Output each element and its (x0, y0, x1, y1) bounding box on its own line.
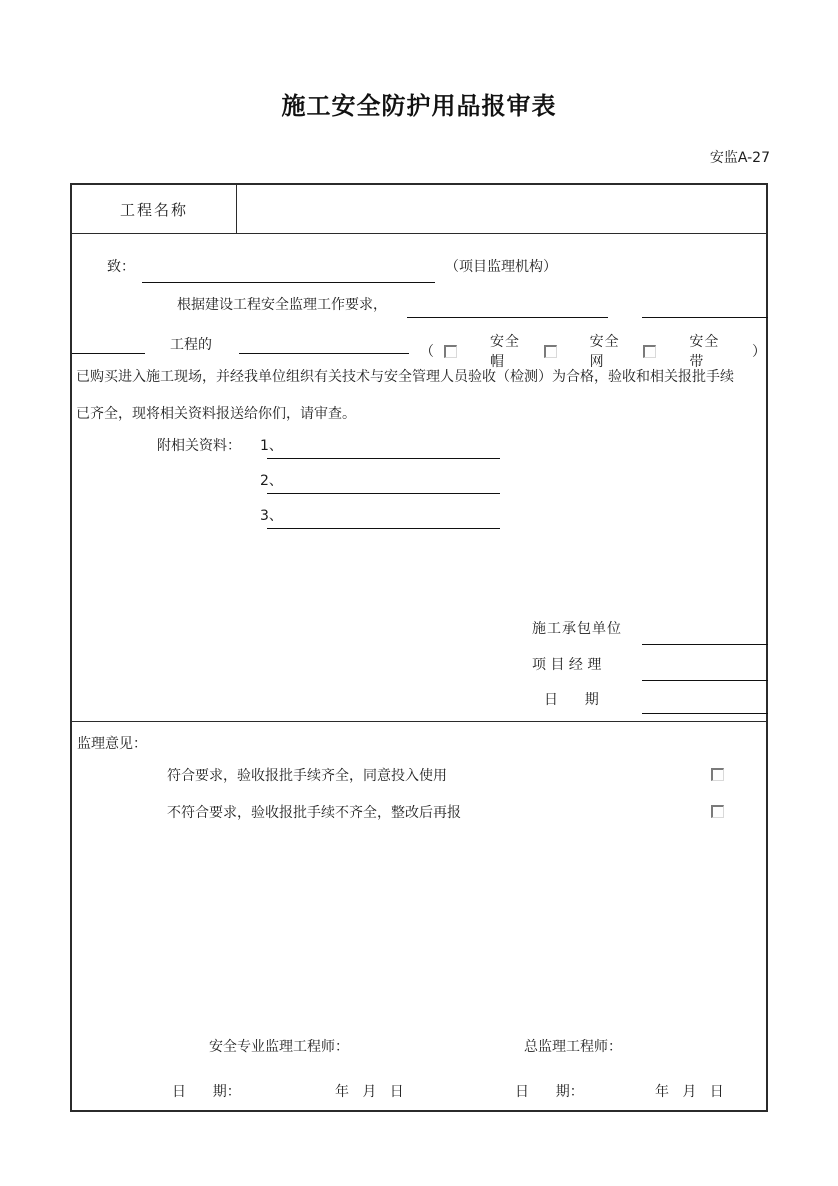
project-manager-sign-line (642, 680, 768, 681)
project-name-label: 工程名称 (72, 185, 237, 233)
contractor-date-label: 日 期 (544, 692, 599, 708)
form-table (70, 183, 768, 1112)
date-label-left: 日 期： (172, 1084, 241, 1100)
attachment-2-no: 2、 (260, 473, 283, 489)
intro-text: 根据建设工程安全监理工作要求， (177, 297, 387, 313)
safety-belt-checkbox[interactable] (643, 345, 656, 358)
to-suffix-label: （项目监理机构） (445, 259, 557, 275)
application-section (72, 234, 766, 721)
supervision-option-2-checkbox[interactable] (711, 805, 724, 818)
supervision-option-1-text: 符合要求，验收报批手续齐全，同意投入使用 (167, 768, 447, 784)
supervision-heading: 监理意见： (77, 736, 147, 752)
attachment-1-line (267, 458, 500, 459)
attachments-label: 附相关资料： (157, 438, 241, 454)
attachment-2-line (267, 493, 500, 494)
supervision-option-2-text: 不符合要求，验收报批手续不齐全，整改后再报 (167, 805, 461, 821)
attachment-3-line (267, 528, 500, 529)
intro-blank-line-b (642, 317, 768, 318)
date-label-right: 日 期： (515, 1084, 584, 1100)
supervision-option-1-checkbox[interactable] (711, 768, 724, 781)
date-format-left: 年 月 日 (335, 1084, 404, 1100)
to-blank-line (142, 282, 435, 283)
project-name-row (72, 185, 766, 234)
project-of-blank-line (239, 353, 409, 354)
safety-helmet-label: 安全帽 (490, 334, 520, 370)
project-manager-label: 项 目 经 理 (532, 657, 602, 673)
date-format-right: 年 月 日 (655, 1084, 724, 1100)
to-label: 致： (107, 259, 135, 275)
project-name-value-cell[interactable] (237, 185, 766, 233)
safety-helmet-checkbox[interactable] (444, 345, 457, 358)
contractor-label: 施工承包单位 (532, 621, 622, 637)
contractor-date-line (642, 713, 768, 714)
supervision-section (72, 721, 766, 1110)
carryover-blank-line (72, 353, 145, 354)
safety-belt-label: 安全带 (689, 334, 720, 370)
paren-open: （ (420, 344, 434, 360)
body-line1: 已购买进入施工现场，并经我单位组织有关技术与安全管理人员验收（检测）为合格，验收和相关报批手续 (76, 369, 734, 385)
intro-blank-line-a (407, 317, 608, 318)
attachment-3-no: 3、 (260, 508, 283, 524)
body-line2: 已齐全，现将相关资料报送给你们，请审查。 (76, 406, 356, 422)
project-of-label: 工程的 (170, 337, 212, 353)
safety-engineer-label: 安全专业监理工程师： (209, 1039, 349, 1055)
chief-engineer-label: 总监理工程师： (524, 1039, 622, 1055)
contractor-sign-line (642, 644, 768, 645)
safety-net-label: 安全网 (589, 334, 620, 370)
supply-items-row (420, 331, 766, 371)
attachment-1-no: 1、 (260, 438, 283, 454)
form-code: 安监A-27 (709, 150, 770, 166)
page-title: 施工安全防护用品报审表 (281, 92, 557, 120)
paren-close: ） (752, 344, 767, 360)
safety-net-checkbox[interactable] (544, 345, 557, 358)
